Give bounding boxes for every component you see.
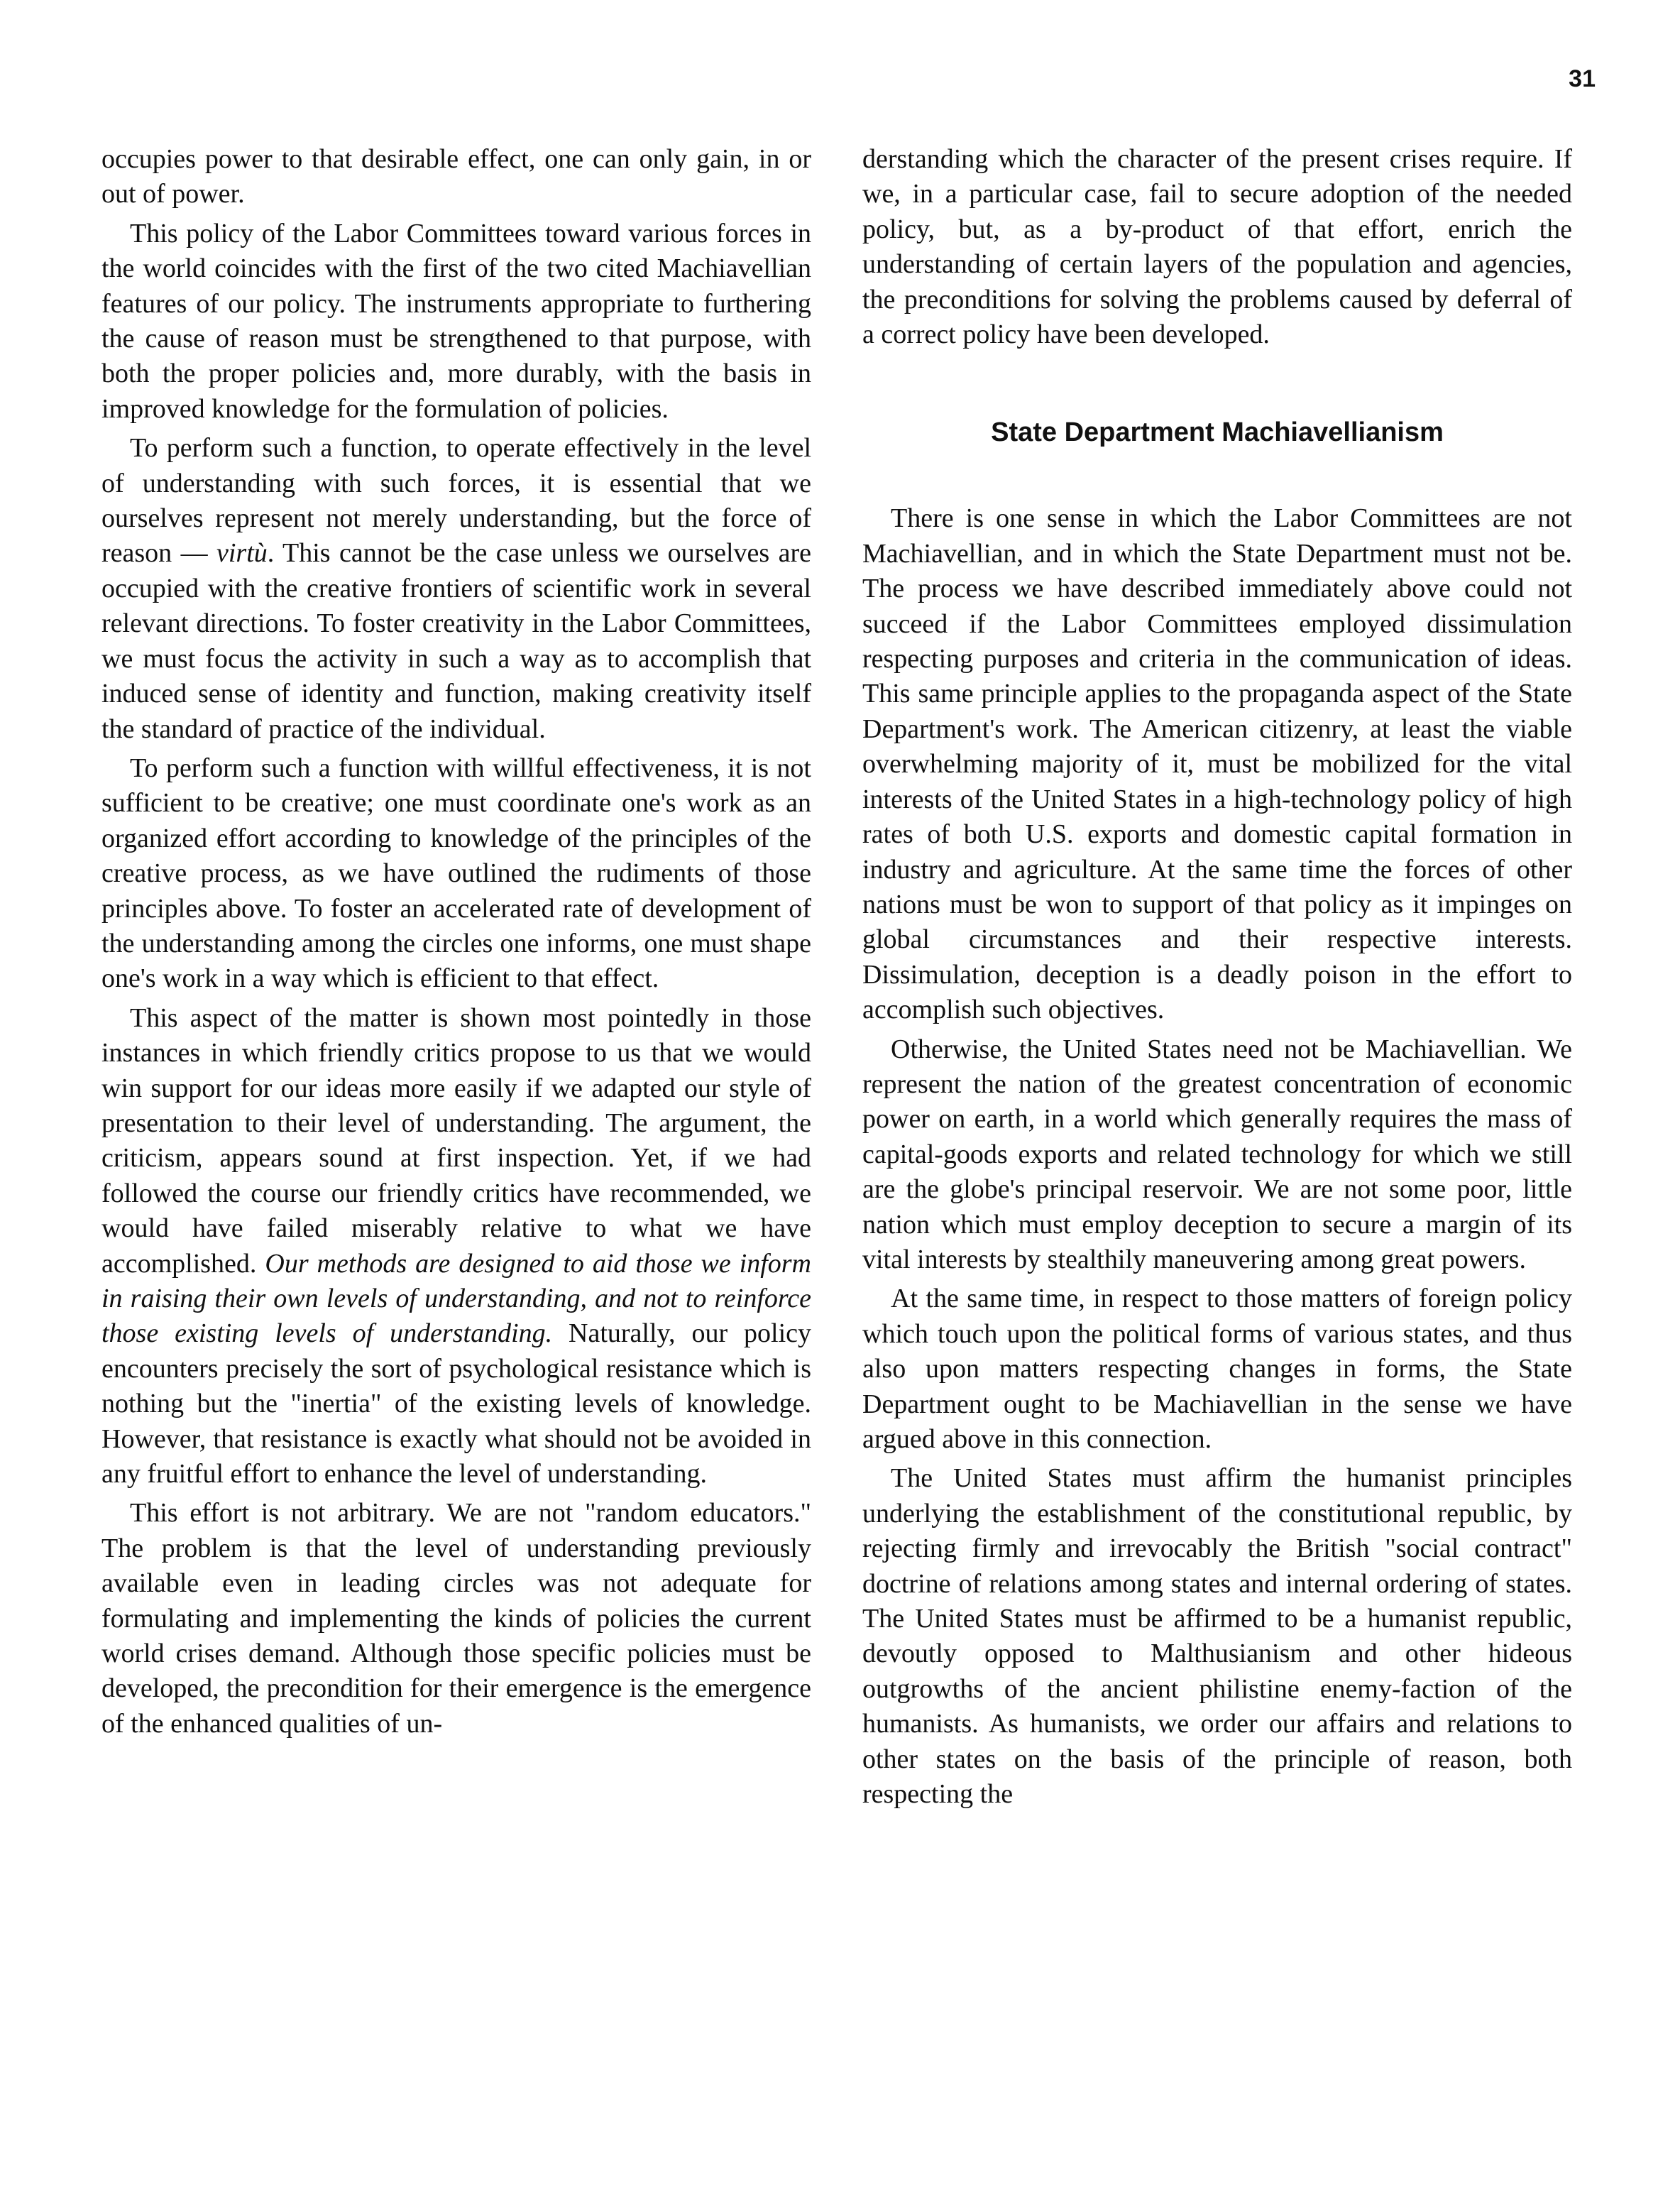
- paragraph-text: . This cannot be the case unless we ourselves are occupied with the creative frontiers of scientific work in several relevant directions. To foster creativity in the Labor Committees, we must focus the activity in such a way as to accomplish that induced sense of identity and function, making creativity itself the standard of practice of the individual.: [101, 538, 811, 744]
- paragraph: At the same time, in respect to those matters of foreign policy which touch upon the political forms of various states, and thus also upon matters respecting changes in forms, the State Department ought to be Machiavellian in the sense we have argued above in this connection.: [862, 1284, 1572, 1454]
- paragraph-text: To perform such a function, to operate effectively in the level of understanding with such forces, it is essential that we ourselves represent not merely understanding, but the force of reason —: [101, 433, 811, 569]
- paragraph: There is one sense in which the Labor Committees are not Machiavellian, and in which the State Department must not be. The process we have described immediately above could not succeed if the Labor Committees employed dissimulation respecting purposes and criteria in the communication of ideas. This same principle applies to the propaganda aspect of the State Department's work. The American citizenry, at least the viable overwhelming majority of it, must be mobilized for the vital interests of the United States in a high-technology policy of high rates of both U.S. exports and domestic capital formation in industry and agriculture. At the same time the forces of other nations must be won to support of that policy as it impinges on global circumstances and their respective interests. Dissimulation, deception is a deadly poison in the effort to accomplish such objectives.: [862, 503, 1572, 1025]
- paragraph-text: Naturally, our policy encounters precisely the sort of psychological resistance which is nothing but the "inertia" of the existing levels of knowledge. However, that resistance is exactly what should not be avoided in any fruitful effort to enhance the level of understanding.: [101, 1318, 811, 1489]
- right-column: [862, 142, 1572, 1812]
- paragraph: To perform such a function with willful effectiveness, it is not sufficient to be creative; one must coordinate one's work as an organized effort according to knowledge of the principles of the creative process, as we have outlined the rudiments of those principles above. To foster an accelerated rate of development of the understanding among the circles one informs, one must shape one's work in a way which is efficient to that effect.: [101, 753, 811, 994]
- paragraph: occupies power to that desirable effect, one can only gain, in or out of power.: [101, 144, 811, 209]
- paragraph: This policy of the Labor Committees toward various forces in the world coincides with the first of the two cited Machiavellian features of our policy. The instruments appropriate to furthering the cause of reason must be strengthened to that purpose, with both the proper policies and, more durably, with the basis in improved knowledge for the formulation of policies.: [101, 218, 811, 424]
- paragraph: derstanding which the character of the present crises require. If we, in a particular case, fail to secure adoption of the needed policy, but, as a by-product of that effort, enrich the understanding of certain layers of the population and agencies, the preconditions for solving the problems caused by deferral of a correct policy have been developed.: [862, 144, 1572, 350]
- paragraph: The United States must affirm the humanist principles underlying the establishment of the constitutional republic, by rejecting firmly and irrevocably the British "social contract" doctrine of relations among states and internal ordering of states. The United States must be affirmed to be a humanist republic, devoutly opposed to Malthusianism and other hideous outgrowths of the ancient philistine enemy-faction of the humanists. As humanists, we order our affairs and relations to other states on the basis of the principle of reason, both respecting the: [862, 1463, 1572, 1810]
- paragraph: Otherwise, the United States need not be Machiavellian. We represent the nation of the greatest concentration of economic power on earth, in a world which generally requires the mass of capital-goods exports and related technology for which we still are the globe's principal reservoir. We are not some poor, little nation which must employ deception to secure a margin of its vital interests by stealthily maneuvering among great powers.: [862, 1034, 1572, 1274]
- paragraph: [101, 1001, 811, 1492]
- page-number: 31: [1569, 65, 1596, 92]
- paragraph: [101, 431, 811, 747]
- emphasis-text: Our methods are designed to aid those we inform in raising their own levels of understanding, and not to reinforce those existing levels of understanding.: [101, 1248, 811, 1349]
- section-heading: State Department Machiavellianism: [991, 417, 1444, 448]
- paragraph: This effort is not arbitrary. We are not "random educators." The problem is that the level of understanding previously available even in leading circles was not adequate for formulating and implementing the kinds of policies the current world crises demand. Although those specific policies must be developed, the precondition for their emergence is the emergence of the enhanced qualities of un-: [101, 1498, 811, 1739]
- paragraph-text: This aspect of the matter is shown most pointedly in those instances in which friendly critics propose to us that we would win support for our ideas more easily if we adapted our style of presentation to their level of understanding. The argument, the criticism, appears sound at first inspection. Yet, if we had followed the course our friendly critics have recommended, we would have failed miserably relative to what we have accomplished.: [101, 1002, 811, 1279]
- left-column: [101, 142, 811, 1742]
- emphasis-text: virtù: [216, 538, 268, 569]
